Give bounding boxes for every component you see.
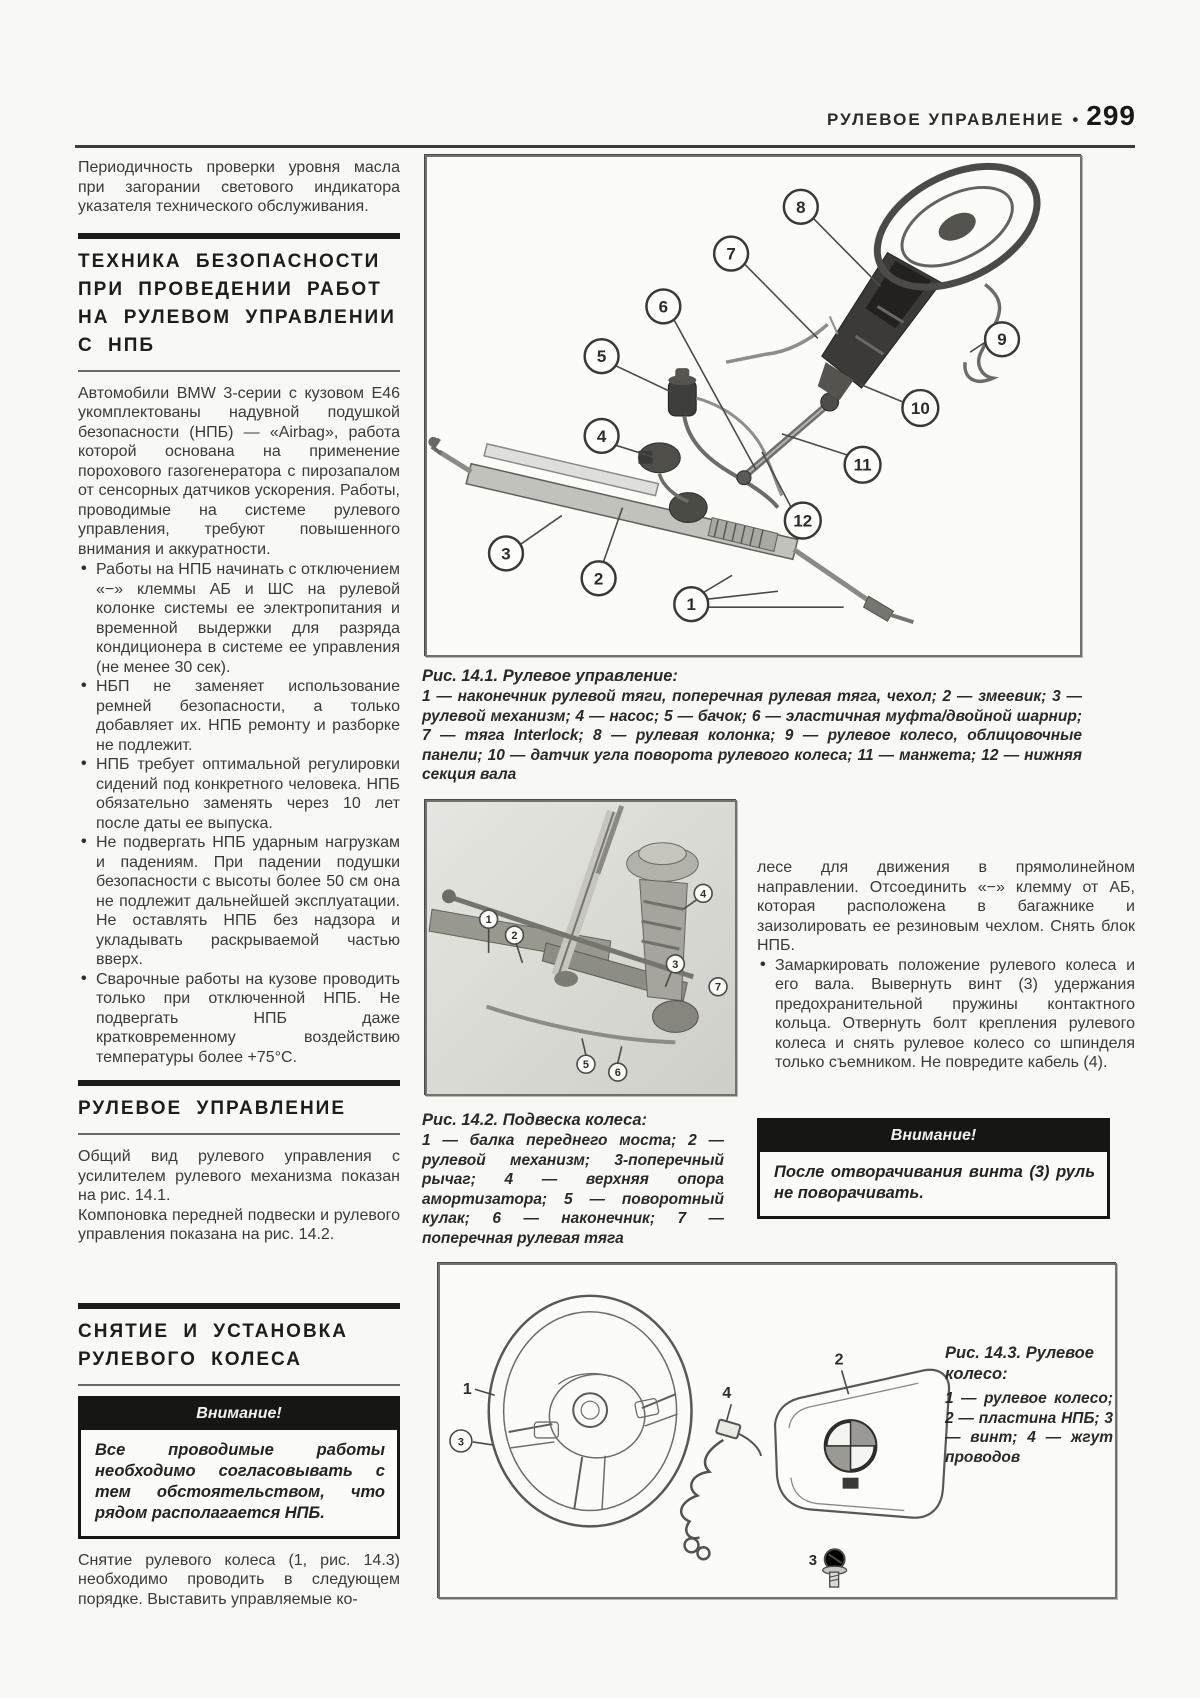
wiring-harness	[681, 1419, 761, 1559]
svg-text:5: 5	[582, 1059, 590, 1072]
svg-text:4: 4	[700, 888, 707, 901]
safety-paragraph: Автомобили BMW 3-серии с кузовом Е46 укомплектованы надувной подушкой безопасности (НПБ) — «Airbag», работа которой основана на применение порохового газогенератора с пирозапалом от сенсорных датчиков ускорения. Работы, проводимые на системе рулевого управления, требуют повышенного внимания и аккуратности.	[78, 384, 400, 558]
screw-drawing	[823, 1549, 847, 1587]
figure-14-2	[425, 800, 737, 1096]
section-title: РУЛЕВОЕ УПРАВЛЕНИЕ	[78, 1098, 347, 1119]
svg-text:1: 1	[686, 595, 696, 615]
caption-body: 1 — рулевое колесо; 2 — пластина НПБ; 3 — винт; 4 — жгут проводов	[945, 1390, 1113, 1466]
section-title: СНЯТИЕ И УСТАНОВКА РУЛЕВОГО КОЛЕСА	[78, 1320, 348, 1370]
svg-text:3: 3	[501, 544, 511, 564]
callout-9	[985, 322, 1019, 356]
steering-knuckle	[653, 1001, 699, 1033]
callout-8	[784, 190, 818, 224]
header-section-title: РУЛЕВОЕ УПРАВЛЕНИЕ	[827, 110, 1065, 129]
warning-box	[757, 1118, 1110, 1219]
svg-text:11: 11	[853, 455, 872, 475]
steering-wheel-drawing	[489, 1296, 692, 1527]
svg-text:3: 3	[672, 958, 679, 971]
plate-label	[843, 1478, 859, 1489]
svg-text:10: 10	[910, 398, 930, 418]
svg-text:7: 7	[715, 981, 722, 994]
callout-5	[585, 339, 619, 373]
caption-body: 1 — наконечник рулевой тяги, поперечная рулевая тяга, чехол; 2 — змеевик; 3 — рулевой механизм; 4 — насос; 5 — бачок; 6 — эластичная муфта/двойной шарнир; 7 — тяга Interlock; 8 — рулевая колонка; 9 — рулевое колесо, облицовочные панели; 10 — датчик угла поворота рулевого колеса; 11 — манжета; 12 — нижняя секция вала	[422, 688, 1082, 783]
callout-screw-3: 3	[808, 1553, 818, 1570]
bullet-item: • Сварочные работы на кузове проводить только при отключенной НПБ. Не подвергать НПБ даже кратковременному воздействию температуры более +75°С.	[78, 970, 400, 1068]
caption-title: Рис. 14.2. Подвеска колеса:	[422, 1111, 648, 1129]
section-steering-heading	[78, 1080, 400, 1135]
warning-box	[78, 1396, 400, 1539]
section-title: ТЕХНИКА БЕЗОПАСНОСТИ ПРИ ПРОВЕДЕНИИ РАБОТ НА РУЛЕВОМ УПРАВЛЕНИИ С НПБ	[78, 250, 396, 356]
caption-body: 1 — балка переднего моста; 2 — рулевой механизм; 3-поперечный рычаг; 4 — верхняя опора амортизатора; 5 — поворотный кулак; 6 — наконечник; 7 — поперечная рулевая тяга	[422, 1132, 724, 1247]
figure-14-1	[425, 155, 1082, 657]
callout-10	[902, 390, 938, 426]
callout-4	[585, 419, 619, 453]
bullet-item: • НБП не заменяет использование ремней безопасности, а только добавляет их. НПБ ремонту и разборке не подлежит.	[78, 677, 400, 755]
svg-text:9: 9	[997, 330, 1007, 350]
svg-text:2: 2	[511, 930, 518, 943]
interlock-rod	[726, 324, 828, 362]
callout-3	[666, 955, 684, 973]
figure-14-3	[438, 1263, 1117, 1599]
warning-text: Все проводимые работы необходимо согласовывать с тем обстоятельством, что рядом располагается НПБ.	[95, 1440, 385, 1522]
figure-14-2-caption	[422, 1110, 724, 1248]
svg-text:8: 8	[796, 197, 806, 217]
caption-title: Рис. 14.3. Рулевое колесо:	[945, 1344, 1094, 1383]
intro-paragraph: Периодичность проверки уровня масла при загорании светового индикатора указателя технического обслуживания.	[78, 159, 400, 215]
steering-paragraph-2: Компоновка передней подвески и рулевого управления показана на рис. 14.2.	[78, 1206, 400, 1243]
right-column	[757, 858, 1135, 1073]
fluid-reservoir	[668, 368, 696, 416]
svg-text:7: 7	[726, 244, 736, 264]
callout-1	[674, 587, 708, 621]
continuation-paragraph: лесе для движения в прямолинейном направлении. Отсоединить «−» клемму от АБ, которая расположена в багажнике и заизолировать ее резиновым чехлом. Снять блок НПБ.	[757, 859, 1135, 954]
header-rule	[75, 145, 1135, 148]
callout-4: 4	[722, 1385, 732, 1403]
svg-text:1: 1	[485, 914, 492, 927]
caption-title: Рис. 14.1. Рулевое управление:	[422, 667, 678, 685]
steering-column	[818, 253, 942, 400]
warning-title: Внимание!	[760, 1121, 1107, 1152]
power-steering-pump	[638, 443, 680, 473]
left-column	[78, 158, 400, 1609]
callout-5	[577, 1055, 595, 1073]
figure-14-3-caption	[945, 1343, 1113, 1467]
callout-7	[714, 237, 748, 271]
header-separator: •	[1072, 110, 1079, 129]
callout-1	[480, 910, 498, 928]
callout-2	[506, 926, 524, 944]
callout-11	[845, 447, 881, 483]
callout-12	[785, 503, 821, 539]
page-number: 299	[1086, 100, 1136, 131]
warning-text: После отворачивания винта (3) руль не поворачивать.	[774, 1163, 1095, 1202]
svg-text:6: 6	[658, 297, 669, 317]
bullet-item: • Замаркировать положение рулевого колеса и его вала. Вывернуть винт (3) удержания предохранительной пружины контактного кольца. Отвернуть болт крепления рулевого колеса и снять рулевое колесо со шпинделя только съемником. Не повредите кабель (4).	[757, 956, 1135, 1073]
bullet-item: • Не подвергать НПБ ударным нагрузкам и падениям. При падении подушки безопасности с высоты более 50 см она не подлежит дальнейшей эксплуатации. Не оставлять НПБ без надзора и укладывать раскрываемой частью вверх.	[78, 833, 400, 970]
svg-text:12: 12	[793, 511, 813, 531]
removal-paragraph: Снятие рулевого колеса (1, рис. 14.3) необходимо проводить в следующем порядке. Выставить управляемые ко-	[78, 1551, 400, 1608]
figure-14-1-caption	[422, 666, 1082, 785]
safety-bullet-list	[78, 560, 400, 1067]
heading-underline	[78, 370, 400, 372]
fig-14-2-illustration	[427, 802, 735, 1094]
page-header	[827, 100, 1136, 132]
callout-7	[709, 978, 727, 996]
heading-underline	[78, 1384, 400, 1386]
callout-6	[609, 1063, 627, 1081]
svg-text:4: 4	[596, 426, 607, 446]
steering-paragraph-1: Общий вид рулевого управления с усилителем рулевого механизма показан на рис. 14.1.	[78, 1148, 400, 1204]
svg-text:2: 2	[593, 569, 604, 589]
callout-6	[646, 289, 680, 323]
fig-14-1-illustration	[427, 157, 1080, 655]
svg-text:5: 5	[596, 347, 607, 367]
section-safety-heading	[78, 233, 400, 372]
pinion-housing	[669, 493, 707, 523]
section-removal-heading	[78, 1303, 400, 1386]
callout-3	[450, 1430, 472, 1452]
bmw-roundel	[826, 1421, 876, 1471]
airbag-plate	[775, 1370, 949, 1518]
callout-3	[489, 536, 523, 570]
callout-2	[582, 561, 616, 595]
heading-underline	[78, 1133, 400, 1135]
callout-2: 2	[834, 1351, 844, 1369]
bullet-item: • Работы на НПБ начинать с отключением «−» клеммы АБ и ШС на рулевой колонке системы ее электропитания и временной выдержки для разряда кондиционера в системе ее управления (не менее 30 сек).	[78, 560, 400, 677]
svg-text:6: 6	[614, 1067, 621, 1080]
callout-1: 1	[462, 1381, 472, 1399]
bullet-item: • НПБ требует оптимальной регулировки сидений под конкретного человека. НПБ обязательно заменять через 10 лет после даты ее выпуска.	[78, 755, 400, 833]
svg-text:3: 3	[457, 1436, 464, 1449]
warning-title: Внимание!	[81, 1399, 397, 1430]
